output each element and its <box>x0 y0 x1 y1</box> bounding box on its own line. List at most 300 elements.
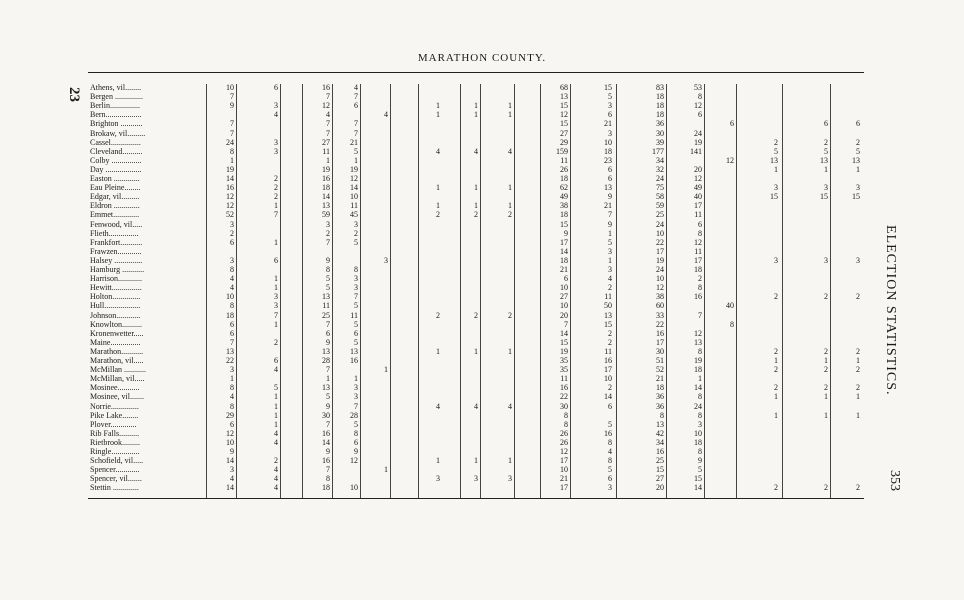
vote-cell: 1 <box>824 392 828 402</box>
vote-cell: 2 <box>856 483 860 493</box>
vote-cell: 15 <box>820 192 828 202</box>
vote-cell: 1 <box>774 392 778 402</box>
vote-cell: 7 <box>326 419 330 429</box>
vote-cell: 14 <box>694 483 702 493</box>
vote-cell: 6 <box>274 255 278 265</box>
table-row <box>88 421 864 430</box>
vote-cell: 17 <box>694 255 702 265</box>
vote-cell: 16 <box>322 174 330 183</box>
vote-cell: 6 <box>608 474 612 484</box>
vote-cell: 1 <box>354 155 358 165</box>
vote-cell: 4 <box>384 110 388 120</box>
vote-cell: 27 <box>322 137 330 147</box>
vote-cell: 13 <box>820 155 828 165</box>
table-row <box>88 184 864 193</box>
table-row <box>88 412 864 421</box>
vote-cell: 10 <box>350 483 358 493</box>
vote-cell: 13 <box>350 346 358 356</box>
vote-cell: 19 <box>694 356 702 365</box>
vote-cell: 8 <box>660 410 664 420</box>
vote-cell: 1 <box>698 374 702 384</box>
vote-cell: 1 <box>354 374 358 384</box>
town-name: Cleveland.......... <box>90 147 143 156</box>
vote-cell: 2 <box>608 283 612 293</box>
vote-cell: 2 <box>608 383 612 393</box>
vote-cell: 10 <box>656 274 664 284</box>
table-row <box>88 366 864 375</box>
town-name: Knowlton.......... <box>90 320 142 329</box>
vote-cell: 3 <box>230 465 234 475</box>
vote-cell: 13 <box>694 337 702 347</box>
vote-cell: 10 <box>604 137 612 147</box>
vote-cell: 19 <box>350 164 358 174</box>
vote-cell: 1 <box>474 101 478 111</box>
table-row <box>88 221 864 230</box>
vote-cell: 9 <box>698 456 702 466</box>
vote-cell: 1 <box>856 356 860 365</box>
vote-cell: 22 <box>226 356 234 365</box>
vote-cell: 3 <box>856 255 860 265</box>
vote-cell: 1 <box>856 164 860 174</box>
vote-cell: 59 <box>322 210 330 220</box>
vote-cell: 2 <box>436 210 440 220</box>
vote-cell: 24 <box>226 137 234 147</box>
vote-cell: 11 <box>350 310 358 320</box>
election-table <box>88 84 864 498</box>
vote-cell: 1 <box>274 237 278 247</box>
vote-cell: 28 <box>322 356 330 365</box>
vote-cell: 13 <box>770 155 778 165</box>
vote-cell: 23 <box>604 155 612 165</box>
vote-cell: 4 <box>474 146 478 156</box>
vote-cell: 2 <box>824 383 828 393</box>
vote-cell: 3 <box>354 219 358 229</box>
vote-cell: 1 <box>274 410 278 420</box>
vote-cell: 20 <box>656 483 664 493</box>
vote-cell: 18 <box>656 101 664 111</box>
vote-cell: 2 <box>326 228 330 238</box>
vote-cell: 13 <box>322 383 330 393</box>
vote-cell: 68 <box>560 83 568 92</box>
vote-cell: 2 <box>508 210 512 220</box>
vote-cell: 11 <box>322 146 330 156</box>
town-name: Frawzen............ <box>90 247 142 256</box>
vote-cell: 7 <box>326 465 330 475</box>
vote-cell: 3 <box>608 246 612 256</box>
vote-cell: 159 <box>556 146 568 156</box>
vote-cell: 1 <box>230 374 234 384</box>
vote-cell: 7 <box>326 319 330 329</box>
vote-cell: 26 <box>560 428 568 438</box>
vote-cell: 6 <box>608 401 612 411</box>
vote-cell: 6 <box>698 110 702 120</box>
vote-cell: 29 <box>560 137 568 147</box>
vote-cell: 3 <box>230 219 234 229</box>
vote-cell: 7 <box>326 92 330 102</box>
vote-cell: 60 <box>656 301 664 311</box>
vote-cell: 62 <box>560 183 568 193</box>
vote-cell: 15 <box>560 101 568 111</box>
vote-cell: 49 <box>694 183 702 193</box>
vote-cell: 36 <box>656 392 664 402</box>
vote-cell: 8 <box>230 146 234 156</box>
vote-cell: 16 <box>560 383 568 393</box>
vote-cell: 42 <box>656 428 664 438</box>
vote-cell: 18 <box>226 310 234 320</box>
vote-cell: 14 <box>350 183 358 193</box>
vote-cell: 12 <box>226 192 234 202</box>
vote-cell: 3 <box>274 137 278 147</box>
vote-cell: 14 <box>226 483 234 493</box>
page-header: MARATHON COUNTY. <box>417 52 547 64</box>
vote-cell: 18 <box>322 183 330 193</box>
vote-cell: 7 <box>608 210 612 220</box>
vote-cell: 14 <box>322 192 330 202</box>
vote-cell: 13 <box>560 92 568 102</box>
vote-cell: 5 <box>354 301 358 311</box>
vote-cell: 5 <box>608 465 612 475</box>
vote-cell: 1 <box>774 356 778 365</box>
vote-cell: 4 <box>274 465 278 475</box>
vote-cell: 14 <box>694 383 702 393</box>
table-row <box>88 120 864 129</box>
vote-cell: 22 <box>656 237 664 247</box>
vote-cell: 1 <box>474 183 478 193</box>
vote-cell: 75 <box>656 183 664 193</box>
town-name: Harrison............ <box>90 275 142 284</box>
vote-cell: 6 <box>730 119 734 129</box>
vote-cell: 38 <box>560 201 568 211</box>
vote-cell: 24 <box>656 174 664 183</box>
vote-cell: 2 <box>824 346 828 356</box>
vote-cell: 34 <box>656 437 664 447</box>
town-name: Holton.............. <box>90 293 141 302</box>
town-name: Marathon, vil..... <box>90 357 144 365</box>
vote-cell: 10 <box>604 374 612 384</box>
vote-cell: 6 <box>856 119 860 129</box>
vote-cell: 3 <box>698 419 702 429</box>
vote-cell: 13 <box>656 419 664 429</box>
town-name: Maine............... <box>90 338 141 347</box>
vote-cell: 1 <box>436 110 440 120</box>
vote-cell: 24 <box>694 128 702 138</box>
vote-cell: 1 <box>436 183 440 193</box>
town-name: Emmet............. <box>90 211 140 220</box>
vote-cell: 1 <box>508 110 512 120</box>
vote-cell: 6 <box>274 83 278 92</box>
vote-cell: 1 <box>274 319 278 329</box>
vote-cell: 2 <box>824 365 828 375</box>
vote-cell: 33 <box>656 310 664 320</box>
vote-cell: 4 <box>230 283 234 293</box>
vote-cell: 19 <box>560 346 568 356</box>
vote-cell: 1 <box>326 155 330 165</box>
vote-cell: 1 <box>384 365 388 375</box>
table-row <box>88 348 864 357</box>
vote-cell: 1 <box>508 201 512 211</box>
vote-cell: 5 <box>608 419 612 429</box>
town-name: Berlin............... <box>90 102 140 111</box>
vote-cell: 11 <box>604 346 612 356</box>
vote-cell: 1 <box>436 101 440 111</box>
vote-cell: 4 <box>436 146 440 156</box>
side-title: ELECTION STATISTICS. <box>883 225 898 396</box>
vote-cell: 35 <box>560 365 568 375</box>
vote-cell: 1 <box>274 274 278 284</box>
vote-cell: 9 <box>230 101 234 111</box>
vote-cell: 14 <box>322 437 330 447</box>
vote-cell: 18 <box>694 437 702 447</box>
vote-cell: 5 <box>274 383 278 393</box>
vote-cell: 8 <box>730 319 734 329</box>
vote-cell: 10 <box>694 428 702 438</box>
vote-cell: 13 <box>322 292 330 302</box>
town-name: Day .................. <box>90 165 142 174</box>
vote-cell: 2 <box>856 365 860 375</box>
vote-cell: 1 <box>774 164 778 174</box>
vote-cell: 7 <box>326 365 330 375</box>
vote-cell: 2 <box>608 328 612 338</box>
vote-cell: 1 <box>384 465 388 475</box>
vote-cell: 15 <box>560 219 568 229</box>
vote-cell: 16 <box>656 447 664 456</box>
vote-cell: 2 <box>274 192 278 202</box>
vote-cell: 1 <box>230 155 234 165</box>
vote-cell: 6 <box>326 328 330 338</box>
vote-cell: 7 <box>354 128 358 138</box>
vote-cell: 13 <box>604 183 612 193</box>
town-name: McMillan ........... <box>90 366 146 375</box>
vote-cell: 141 <box>690 146 702 156</box>
vote-cell: 5 <box>326 274 330 284</box>
vote-cell: 58 <box>656 192 664 202</box>
vote-cell: 19 <box>656 255 664 265</box>
vote-cell: 15 <box>604 319 612 329</box>
vote-cell: 1 <box>274 401 278 411</box>
vote-cell: 16 <box>656 328 664 338</box>
vote-cell: 18 <box>656 383 664 393</box>
table-row <box>88 403 864 412</box>
vote-cell: 11 <box>560 374 568 384</box>
vote-cell: 24 <box>694 401 702 411</box>
vote-cell: 21 <box>350 137 358 147</box>
vote-cell: 49 <box>560 192 568 202</box>
vote-cell: 12 <box>694 237 702 247</box>
vote-cell: 3 <box>824 183 828 193</box>
vote-cell: 2 <box>274 174 278 183</box>
vote-cell: 8 <box>698 410 702 420</box>
town-name: Bern.................. <box>90 111 142 120</box>
table-row <box>88 139 864 148</box>
table-row <box>88 357 864 366</box>
vote-cell: 17 <box>656 246 664 256</box>
top-rule <box>88 72 864 73</box>
vote-cell: 10 <box>560 283 568 293</box>
table-row <box>88 330 864 339</box>
vote-cell: 3 <box>774 183 778 193</box>
vote-cell: 5 <box>354 237 358 247</box>
vote-cell: 7 <box>698 310 702 320</box>
vote-cell: 8 <box>698 92 702 102</box>
vote-cell: 51 <box>656 356 664 365</box>
vote-cell: 1 <box>436 346 440 356</box>
vote-cell: 2 <box>774 365 778 375</box>
vote-cell: 6 <box>354 328 358 338</box>
vote-cell: 1 <box>274 283 278 293</box>
vote-cell: 4 <box>274 474 278 484</box>
vote-cell: 6 <box>564 274 568 284</box>
vote-cell: 17 <box>560 456 568 466</box>
vote-cell: 9 <box>326 401 330 411</box>
vote-cell: 18 <box>656 110 664 120</box>
vote-cell: 13 <box>604 310 612 320</box>
vote-cell: 16 <box>694 292 702 302</box>
vote-cell: 9 <box>608 219 612 229</box>
vote-cell: 3 <box>608 128 612 138</box>
town-name: Hull.................. <box>90 302 141 311</box>
vote-cell: 11 <box>694 210 702 220</box>
vote-cell: 1 <box>436 456 440 466</box>
vote-cell: 7 <box>230 128 234 138</box>
vote-cell: 15 <box>770 192 778 202</box>
table-row <box>88 384 864 393</box>
town-name: Brighton ........... <box>90 120 143 129</box>
vote-cell: 1 <box>824 164 828 174</box>
vote-cell: 1 <box>474 110 478 120</box>
vote-cell: 8 <box>698 447 702 456</box>
vote-cell: 10 <box>226 292 234 302</box>
vote-cell: 12 <box>560 110 568 120</box>
table-row <box>88 148 864 157</box>
vote-cell: 5 <box>354 337 358 347</box>
table-row <box>88 239 864 248</box>
vote-cell: 2 <box>354 228 358 238</box>
vote-cell: 3 <box>508 474 512 484</box>
vote-cell: 14 <box>226 174 234 183</box>
vote-cell: 1 <box>508 101 512 111</box>
table-row <box>88 257 864 266</box>
vote-cell: 21 <box>604 201 612 211</box>
vote-cell: 12 <box>226 201 234 211</box>
town-name: Rib Falls.......... <box>90 429 140 438</box>
vote-cell: 7 <box>354 92 358 102</box>
town-name: Halsey .............. <box>90 256 143 265</box>
vote-cell: 17 <box>694 201 702 211</box>
vote-cell: 2 <box>608 337 612 347</box>
vote-cell: 18 <box>322 483 330 493</box>
table-row <box>88 293 864 302</box>
vote-cell: 2 <box>774 292 778 302</box>
vote-cell: 40 <box>726 301 734 311</box>
vote-cell: 3 <box>474 474 478 484</box>
vote-cell: 2 <box>508 310 512 320</box>
vote-cell: 3 <box>230 255 234 265</box>
vote-cell: 16 <box>350 356 358 365</box>
vote-cell: 8 <box>230 401 234 411</box>
vote-cell: 18 <box>656 92 664 102</box>
vote-cell: 27 <box>560 292 568 302</box>
vote-cell: 4 <box>354 83 358 92</box>
vote-cell: 1 <box>774 410 778 420</box>
vote-cell: 1 <box>608 228 612 238</box>
vote-cell: 32 <box>656 164 664 174</box>
vote-cell: 18 <box>560 210 568 220</box>
vote-cell: 7 <box>274 210 278 220</box>
vote-cell: 16 <box>322 428 330 438</box>
vote-cell: 18 <box>560 255 568 265</box>
vote-cell: 6 <box>230 319 234 329</box>
vote-cell: 2 <box>698 274 702 284</box>
vote-cell: 2 <box>474 310 478 320</box>
vote-cell: 2 <box>774 383 778 393</box>
vote-cell: 30 <box>656 346 664 356</box>
vote-cell: 6 <box>698 219 702 229</box>
vote-cell: 2 <box>824 137 828 147</box>
vote-cell: 8 <box>230 301 234 311</box>
vote-cell: 5 <box>354 146 358 156</box>
vote-cell: 21 <box>560 265 568 274</box>
vote-cell: 13 <box>322 346 330 356</box>
vote-cell: 3 <box>774 255 778 265</box>
bottom-rule <box>88 498 864 499</box>
vote-cell: 40 <box>694 192 702 202</box>
vote-cell: 1 <box>824 356 828 365</box>
vote-cell: 2 <box>774 346 778 356</box>
vote-cell: 2 <box>230 228 234 238</box>
table-row <box>88 266 864 275</box>
vote-cell: 8 <box>230 383 234 393</box>
vote-cell: 12 <box>656 283 664 293</box>
vote-cell: 5 <box>326 392 330 402</box>
vote-cell: 7 <box>326 128 330 138</box>
vote-cell: 6 <box>354 437 358 447</box>
vote-cell: 12 <box>350 456 358 466</box>
vote-cell: 1 <box>274 392 278 402</box>
vote-cell: 3 <box>608 483 612 493</box>
town-name: Bergen .............. <box>90 93 143 102</box>
vote-cell: 5 <box>354 419 358 429</box>
vote-cell: 12 <box>694 328 702 338</box>
vote-cell: 17 <box>560 483 568 493</box>
vote-cell: 14 <box>604 392 612 402</box>
vote-cell: 3 <box>274 292 278 302</box>
vote-cell: 4 <box>274 437 278 447</box>
vote-cell: 20 <box>560 310 568 320</box>
vote-cell: 13 <box>322 201 330 211</box>
vote-cell: 1 <box>474 201 478 211</box>
vote-cell: 36 <box>656 119 664 129</box>
vote-cell: 4 <box>230 474 234 484</box>
vote-cell: 17 <box>604 365 612 375</box>
table-row <box>88 84 864 93</box>
town-name: Mosinee........... <box>90 384 140 393</box>
town-name: Stettin ............. <box>90 484 139 493</box>
vote-cell: 4 <box>508 146 512 156</box>
town-name: Fenwood, vil..... <box>90 220 143 229</box>
vote-cell: 2 <box>274 183 278 193</box>
vote-cell: 11 <box>560 155 568 165</box>
vote-cell: 12 <box>560 447 568 456</box>
vote-cell: 5 <box>608 92 612 102</box>
vote-cell: 1 <box>508 456 512 466</box>
vote-cell: 16 <box>226 183 234 193</box>
town-name: Eau Pleine........ <box>90 184 141 193</box>
town-name: Cassel............... <box>90 138 141 147</box>
vote-cell: 8 <box>608 456 612 466</box>
vote-cell: 11 <box>694 246 702 256</box>
vote-cell: 6 <box>608 174 612 183</box>
vote-cell: 2 <box>824 483 828 493</box>
